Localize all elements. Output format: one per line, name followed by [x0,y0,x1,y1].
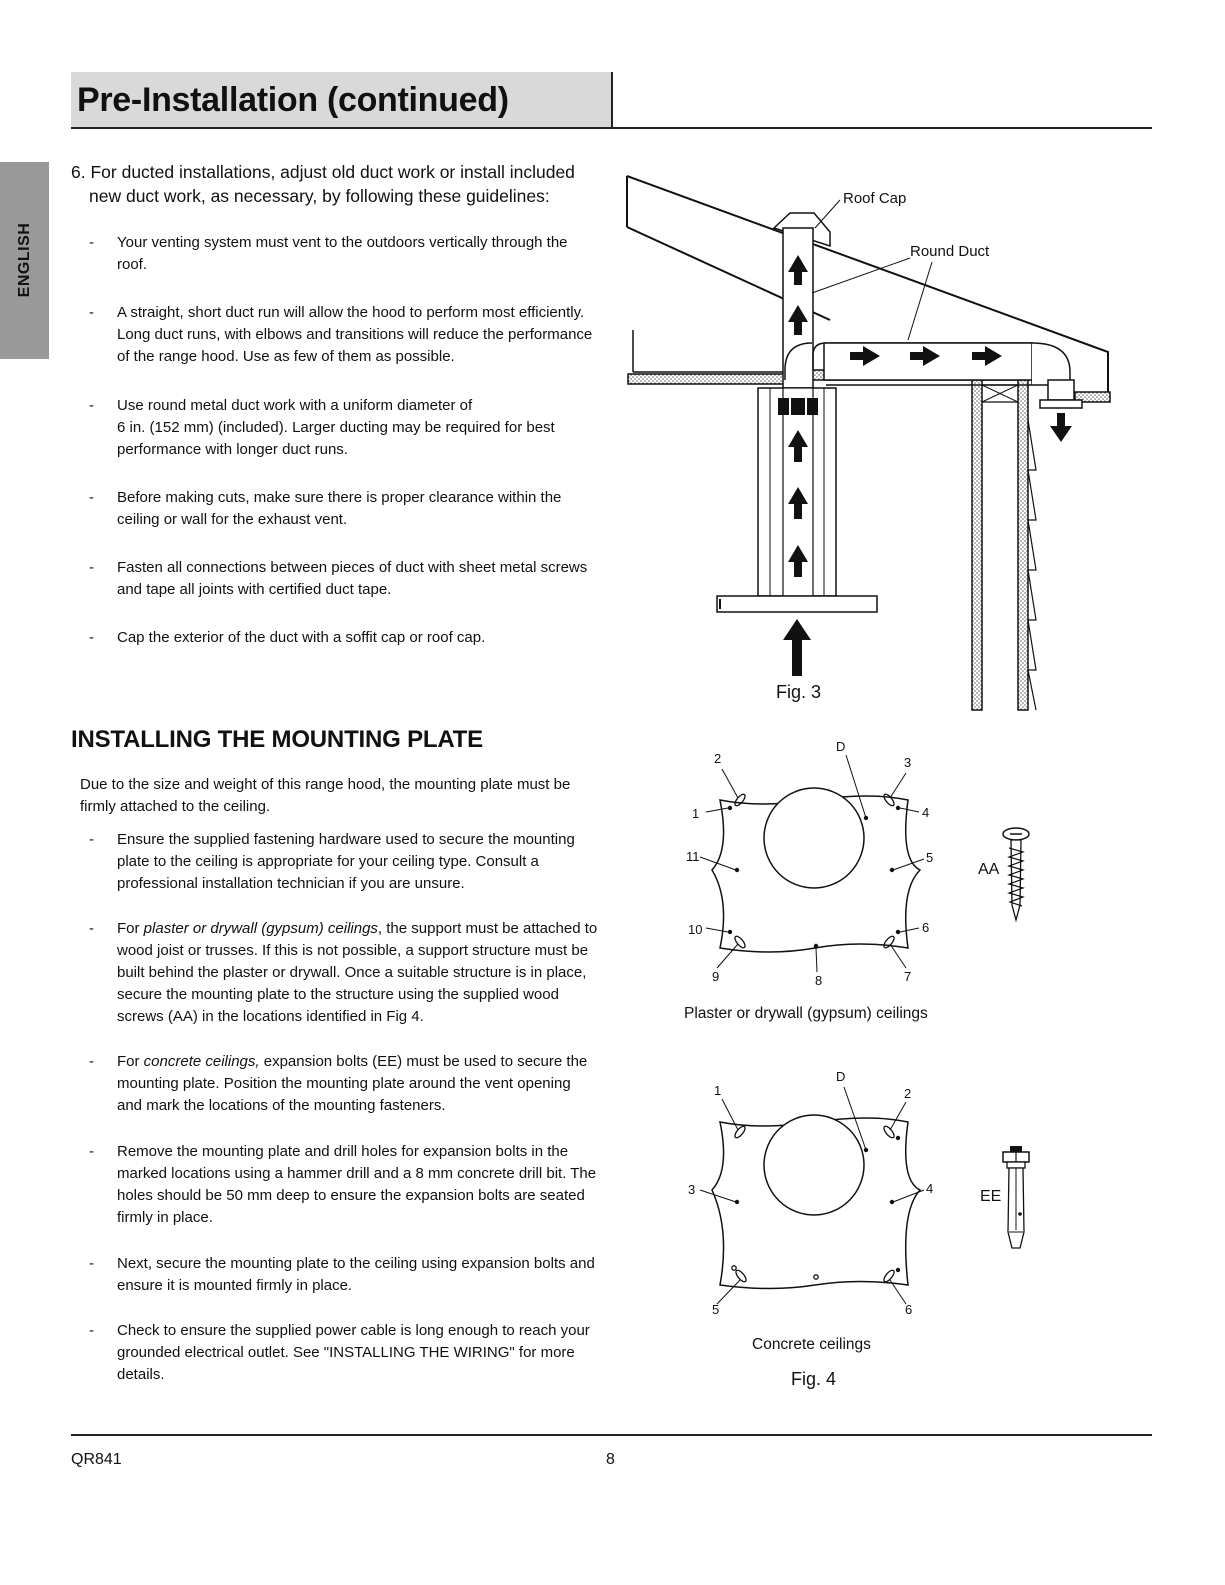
list-item: - Use round metal duct work with a uniform diameter of 6 in. (152 mm) (included). Larger ducting may be required for best performance with longer duct runs. [89,397,555,458]
language-tab-label: ENGLISH [16,222,33,298]
round-duct-label: Round Duct [910,243,990,260]
step-text-line2: new duct work, as necessary, by following these guidelines: [89,186,550,206]
svg-text:5: 5 [926,850,934,865]
svg-text:9: 9 [712,969,720,984]
svg-text:7: 7 [904,969,912,984]
wood-screw-icon [1003,828,1029,920]
fig3-label: Fig. 3 [776,682,822,702]
list-item: - Before making cuts, make sure there is proper clearance within the ceiling or wall for the exhaust vent. [89,489,562,528]
page-title: Pre-Installation (continued) [77,81,509,119]
section-heading: INSTALLING THE MOUNTING PLATE [71,726,483,753]
svg-text:3: 3 [904,755,912,770]
svg-text:8: 8 [815,973,823,988]
fig4-plaster-plate [670,735,1070,1035]
list-item: - Check to ensure the supplied power cable is long enough to reach your grounded electrical outlet. See "INSTALLING THE WIRING" for more details. [89,1322,590,1383]
svg-text:2: 2 [714,751,722,766]
list-item: - Fasten all connections between pieces of duct with sheet metal screws and tape all joints with certified duct tape. [89,559,588,598]
svg-text:6: 6 [905,1302,913,1317]
svg-text:1: 1 [692,806,700,821]
page-number: 8 [606,1451,615,1468]
list-item: - Ensure the supplied fastening hardware used to secure the mounting plate to the ceiling is appropriate for your ceiling type. Consult a professional installation technician if you are unsure. [89,831,575,892]
section-intro: Due to the size and weight of this range hood, the mounting plate must be firmly attached to the ceiling. [80,776,571,815]
svg-text:D: D [836,739,846,754]
fig4-concrete-plate [670,1065,1070,1335]
list-item: - A straight, short duct run will allow the hood to perform most efficiently. Long duct runs, with elbows and transitions will reduce the performance of the range hood. Use as few of them as possible. [89,304,593,365]
footer-rule [71,1434,1152,1436]
svg-text:6: 6 [922,920,930,935]
list-item: - Your venting system must vent to the outdoors vertically through the roof. [89,234,568,273]
svg-text:3: 3 [688,1182,696,1197]
svg-text:D: D [836,1069,846,1084]
concrete-caption: Concrete ceilings [752,1336,871,1353]
svg-text:4: 4 [926,1181,934,1196]
list-item: - Remove the mounting plate and drill holes for expansion bolts in the marked locations using a hammer drill and a 8 mm concrete drill bit. The holes should be 50 mm deep to ensure the expansion bolts are seated firmly in place. [89,1143,597,1226]
list-item: - Next, secure the mounting plate to the ceiling using expansion bolts and ensure it is mounted firmly in place. [89,1255,595,1294]
roof-cap-label: Roof Cap [843,190,907,207]
fig3-duct-diagram [620,165,1220,720]
list-item: - For concrete ceilings, expansion bolts (EE) must be used to secure the mounting plate. Position the mounting plate around the vent opening and mark the locations of the mounting fasteners. [89,1053,588,1114]
model-number: QR841 [71,1451,122,1468]
step-number: 6. [71,162,86,182]
list-item: - Cap the exterior of the duct with a soffit cap or roof cap. [89,629,486,646]
step-text-line1: For ducted installations, adjust old duct work or install included [90,162,575,182]
plaster-caption: Plaster or drywall (gypsum) ceilings [684,1005,928,1022]
bolt-label: EE [980,1188,1002,1205]
title-rule [71,127,1152,129]
svg-text:11: 11 [686,849,700,864]
list-item: - For plaster or drywall (gypsum) ceilings, the support must be attached to wood joist or trusses. If this is not possible, a support structure must be built behind the plaster or drywall. Once a suitable structure is in place, secure the mounting plate to the structure using the supplied wood screws (AA) in the locations identified in Fig 4. [89,920,598,1025]
svg-text:10: 10 [688,922,703,937]
expansion-bolt-icon [1003,1146,1029,1248]
step-6 [71,160,591,208]
screw-label: AA [978,861,1000,878]
svg-text:2: 2 [904,1086,912,1101]
fig4-label: Fig. 4 [791,1369,837,1389]
svg-text:4: 4 [922,805,930,820]
svg-text:1: 1 [714,1083,722,1098]
svg-text:5: 5 [712,1302,720,1317]
